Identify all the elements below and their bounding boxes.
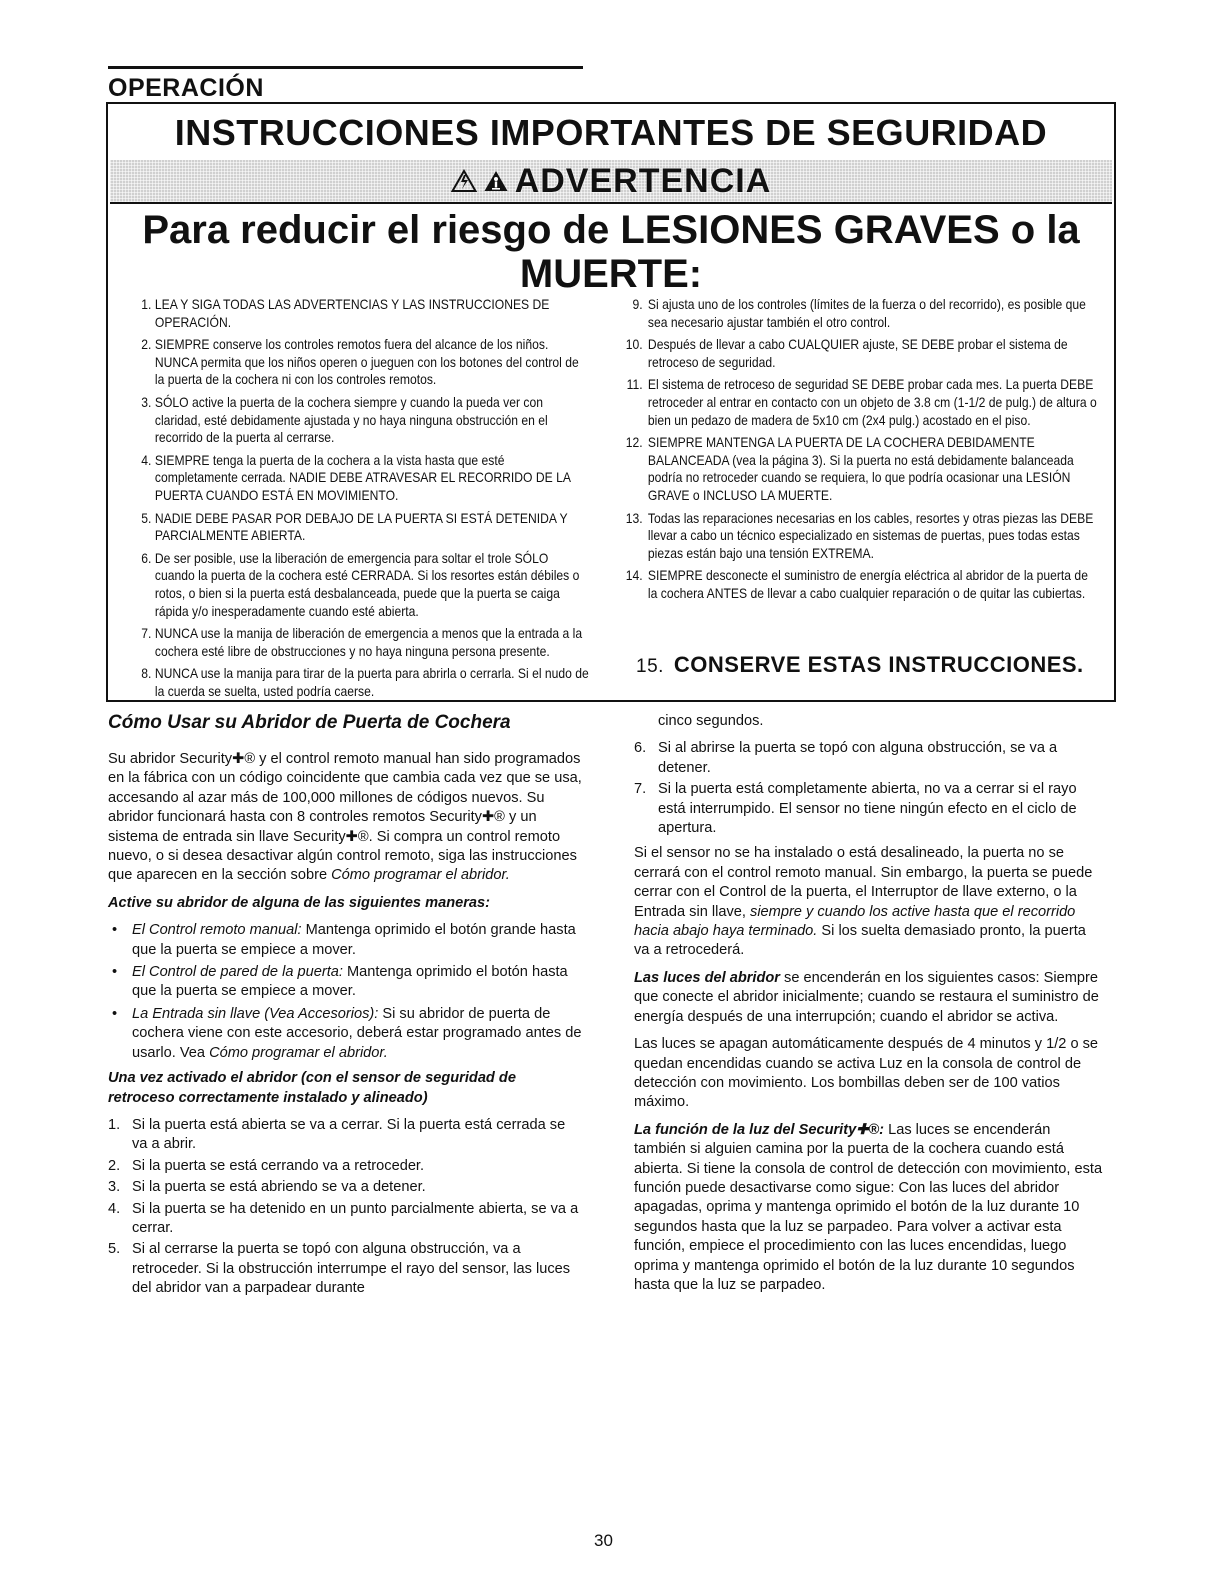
warning-item: 8. NUNCA use la manija para tirar de la puerta para abrirla o cerrarla. Si el nudo de la cuerda se suelta, usted podría caerse.	[141, 666, 589, 699]
safety-title: INSTRUCCIONES IMPORTANTES DE SEGURIDAD	[174, 112, 1048, 153]
usage-title: Cómo Usar su Abridor de Puerta de Cochera	[108, 712, 511, 733]
warning-item: 5. NADIE DEBE PASAR POR DEBAJO DE LA PUERTA SI ESTÁ DETENIDA Y PARCIALMENTE ABIERTA.	[141, 510, 568, 544]
warning-item: 9. Si ajusta uno de los controles (límites de la fuerza o del recorrido), es posible que sea necesario ajustar también el otro control.	[632, 297, 1086, 330]
lights-off-paragraph: Las luces se apagan automáticamente después de 4 minutos y 1/2 o se quedan encendidas cuando se activa Luz en la consola de control de detección con movimiento. Los bombillas deben ser de 100 vatios máximo.	[634, 1036, 1099, 1111]
activate-list	[108, 921, 583, 1063]
activated-heading: Una vez activado el abridor (con el sensor de seguridad de retroceso correctamente instalado y alineado)	[108, 1070, 516, 1106]
step-item: 7. Si la puerta está completamente abierta, no va a cerrar si el rayo está interrumpido. El sensor no tiene ningún efecto en el ciclo de apertura.	[634, 781, 1077, 837]
warning-list-left	[132, 296, 590, 705]
warning-item: 3. SÓLO active la puerta de la cochera siempre y cuando la pueda ver con claridad, esté debidamente ajustada y no haya ninguna obstrucción en el recorrido de la puerta al cerrarse.	[141, 394, 548, 446]
warning-item: 7. NUNCA use la manija de liberación de emergencia a menos que la entrada a la cochera esté libre de obstrucciones y no haya ninguna persona presente.	[141, 626, 583, 659]
section-title: OPERACIÓN	[108, 74, 264, 102]
warning-item: 1. LEA Y SIGA TODAS LAS ADVERTENCIAS Y LAS INSTRUCCIONES DE OPERACIÓN.	[141, 297, 550, 330]
step-item: 6. Si al abrirse la puerta se topó con alguna obstrucción, se va a detener.	[634, 740, 1058, 776]
advertencia-label: ADVERTENCIA	[514, 161, 772, 200]
warning-triangle-outline-icon	[451, 169, 477, 193]
activated-steps	[108, 1116, 583, 1299]
activate-heading: Active su abridor de alguna de las siguientes maneras:	[108, 894, 490, 911]
warning-item: 14. SIEMPRE desconecte el suministro de energía eléctrica al abridor de la puerta de la cochera ANTES de llevar a cabo cualquier reparación o de quitar las cubiertas.	[625, 568, 1088, 601]
warning-headline: Para reducir el riesgo de LESIONES GRAVES o la MUERTE:	[142, 208, 1080, 296]
conserve-text: CONSERVE ESTAS INSTRUCCIONES.	[673, 652, 1084, 677]
warning-item: 13. Todas las reparaciones necesarias en los cables, resortes y otras piezas las DEBE llevar a cabo un técnico especializado en sistemas de puertas, pues todas estas piezas están bajo una tensión EXTREMA.	[625, 510, 1094, 561]
warning-item: 4. SIEMPRE tenga la puerta de la cochera a la vista hasta que esté completamente cerrada. NADIE DEBE ATRAVESAR EL RECORRIDO DE LA PUERTA CUANDO ESTÁ EN MOVIMIENTO.	[141, 452, 571, 503]
list-item: • La Entrada sin llave (Vea Accesorios): Si su abridor de puerta de cochera viene con este accesorio, deberá estar programado antes de usarlo. Vea Cómo programar el abridor.	[108, 1005, 583, 1063]
intro-paragraph: Su abridor Security✚® y el control remoto manual han sido programados en la fábrica con un código coincidente que cambia cada vez que se usa, accesando al azar más de 100,000 millones de códigos nuevos. Su abridor funcionará hasta con 8 controles remotos Security✚® y un sistema de entrada sin llave Security✚®. Si compra un control remoto nuevo, o si desea desactivar algún control remoto, siga las instrucciones que aparecen en la sección sobre Cómo programar el abridor.	[108, 751, 582, 884]
page-number: 30	[594, 1531, 613, 1550]
safety-warning-box	[106, 102, 1116, 702]
warning-triangle-person-icon	[483, 169, 509, 193]
warning-item: 12. SIEMPRE MANTENGA LA PUERTA DE LA COCHERA DEBIDAMENTE BALANCEADA (vea la página 3). Si la puerta no está debidamente balanceada podría no retroceder cuando se requiera, lo que podría ocasionar una LESIÓN GRAVE o INCLUSO LA MUERTE.	[625, 435, 1074, 503]
conserve-instructions	[636, 652, 1084, 678]
sensor-paragraph: Si el sensor no se ha instalado o está desalineado, la puerta no se cerrará con el control remoto manual. Sin embargo, la puerta se puede cerrar con el Control de la puerta, el Interruptor de llave externo, o la Entrada sin llave, siempre y cuando los active hasta que el recorrido hacia abajo haya terminado. Si los suelta demasiado pronto, la puerta va a retrocederá.	[634, 845, 1093, 959]
step-continuation: cinco segundos.	[658, 713, 764, 729]
activated-steps-continued	[634, 739, 1104, 838]
right-column	[634, 712, 1104, 1303]
list-item: • El Control de pared de la puerta: Mantenga oprimido el botón hasta que la puerta se empiece a mover.	[108, 963, 583, 1002]
advertencia-band	[110, 160, 1112, 204]
list-item: • El Control remoto manual: Mantenga oprimido el botón grande hasta que la puerta se empiece a mover.	[108, 921, 583, 960]
warning-list-right	[618, 296, 1098, 608]
step-item: 1. Si la puerta está abierta se va a cerrar. Si la puerta está cerrada se va a abrir.	[108, 1116, 566, 1153]
conserve-number: 15.	[636, 656, 664, 677]
step-item: 3. Si la puerta se está abriendo se va a detener.	[108, 1179, 426, 1196]
step-item: 5. Si al cerrarse la puerta se topó con alguna obstrucción, va a retroceder. Si la obstrucción interrumpe el rayo del sensor, las luces del abridor van a parpadear durante	[108, 1241, 571, 1297]
lights-paragraph: Las luces del abridor se encenderán en los siguientes casos: Siempre que conecte el abridor inicialmente; cuando se restaura el suministro de energía después de una interrupción; cuando el abridor se activa.	[634, 969, 1099, 1025]
header-rule	[108, 66, 583, 69]
step-item: 2. Si la puerta se está cerrando va a retroceder.	[108, 1157, 425, 1174]
warning-item: 2. SIEMPRE conserve los controles remotos fuera del alcance de los niños. NUNCA permita que los niños operen o jueguen con los botones del control de la puerta de la cochera ni con los controles remotos.	[141, 337, 579, 388]
warning-item: 10. Después de llevar a cabo CUALQUIER ajuste, SE DEBE probar el sistema de retroceso de seguridad.	[625, 337, 1068, 370]
step-item: 4. Si la puerta se ha detenido en un punto parcialmente abierta, se va a cerrar.	[108, 1200, 579, 1236]
warning-item: 6. De ser posible, use la liberación de emergencia para soltar el trole SÓLO cuando la puerta de la cochera esté CERRADA. Si los resortes están débiles o rotos, o bien si la puerta está desbalanceada, puede que la puerta se caiga rápida y/o inesperadamente cuando esté abierta.	[141, 550, 580, 619]
warning-item: 11. El sistema de retroceso de seguridad SE DEBE probar cada mes. La puerta DEBE retroceder al entrar en contacto con un objeto de 3.8 cm (1-1/2 de pulg.) de altura o bien un pedazo de madera de 5x10 cm (2x4 pulg.) acostado en el piso.	[626, 377, 1097, 428]
left-column	[108, 712, 583, 1305]
light-function-paragraph: La función de la luz del Security✚®: Las luces se encenderán también si alguien camina por la puerta de la cochera cuando está abierta. Si tiene la consola de control de detección con movimiento, esta función puede desactivarse como sigue: Con las luces del abridor apagadas, oprima y mantenga oprimido el botón de la luz durante 10 segundos hasta que la luz se parpadeo. Para volver a activar esta función, empiece el procedimiento con las luces encendidas, luego oprima y mantenga oprimido el botón de la luz durante 10 segundos hasta que la luz se parpadeo.	[634, 1121, 1103, 1293]
